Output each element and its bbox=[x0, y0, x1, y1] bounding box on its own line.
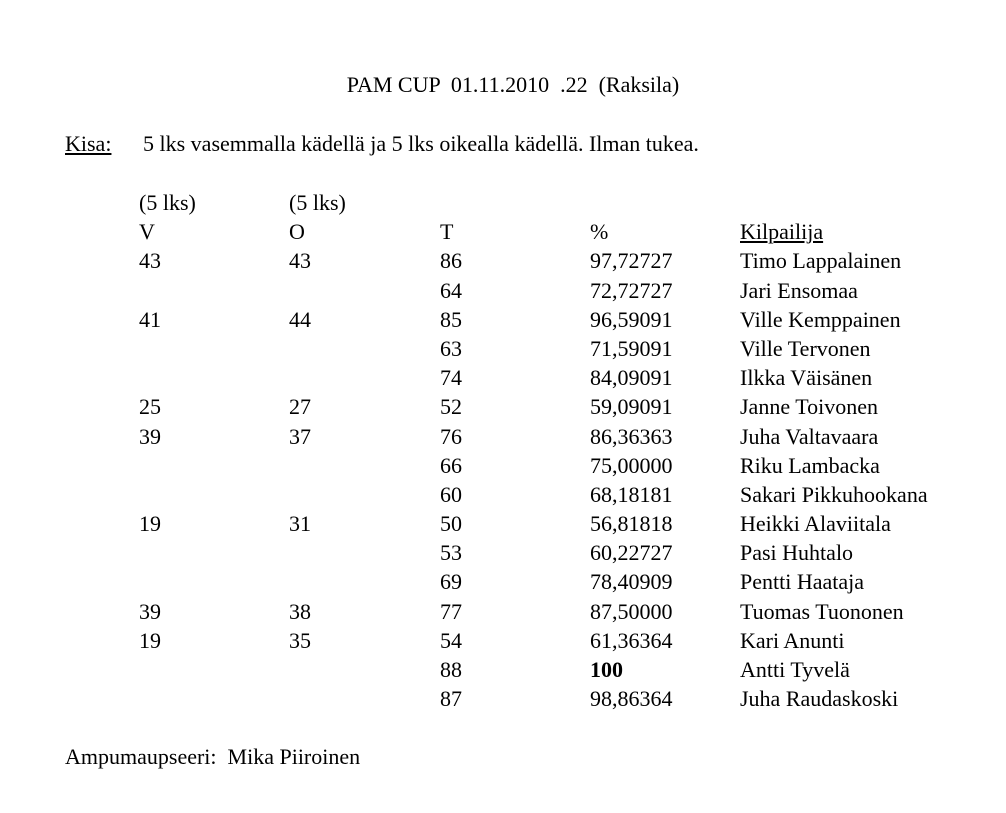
cell-o: 38 bbox=[289, 598, 311, 624]
cell-t: 64 bbox=[440, 277, 462, 303]
cell-t: 54 bbox=[440, 627, 462, 653]
cell-competitor: Ville Kemppainen bbox=[740, 306, 901, 332]
cell-t: 50 bbox=[440, 511, 462, 537]
cell-t: 85 bbox=[440, 306, 462, 332]
cell-percent: 100 bbox=[590, 657, 623, 682]
competition-label: Kisa: bbox=[65, 131, 112, 156]
cell-percent: 68,18181 bbox=[590, 481, 673, 507]
cell-competitor: Sakari Pikkuhookana bbox=[740, 481, 928, 507]
cell-competitor: Antti Tyvelä bbox=[740, 657, 850, 682]
subheader-o: (5 lks) bbox=[289, 190, 346, 215]
officer-label: Ampumaupseeri: bbox=[65, 744, 217, 769]
cell-competitor: Juha Valtavaara bbox=[740, 423, 879, 449]
header-competitor: Kilpailija bbox=[740, 219, 824, 245]
cell-v: 19 bbox=[139, 511, 161, 537]
cell-percent: 56,81818 bbox=[590, 511, 673, 537]
cell-competitor: Janne Toivonen bbox=[740, 394, 878, 420]
cell-v: 43 bbox=[139, 248, 161, 274]
document-title: PAM CUP 01.11.2010 .22 (Raksila) bbox=[346, 72, 680, 97]
cell-v: 41 bbox=[139, 306, 161, 332]
cell-competitor: Tuomas Tuononen bbox=[740, 598, 904, 624]
cell-v: 19 bbox=[139, 627, 161, 653]
competition-text: 5 lks vasemmalla kädellä ja 5 lks oikealla kädellä. Ilman tukea. bbox=[143, 131, 699, 156]
cell-competitor: Juha Raudaskoski bbox=[740, 686, 899, 712]
cell-o: 27 bbox=[289, 394, 311, 420]
cell-competitor: Ville Tervonen bbox=[740, 335, 871, 361]
footer bbox=[65, 743, 360, 771]
header-o: O bbox=[289, 219, 305, 245]
cell-t: 77 bbox=[440, 598, 462, 624]
cell-v: 39 bbox=[139, 598, 161, 624]
cell-percent: 75,00000 bbox=[590, 452, 673, 478]
subheader-v: (5 lks) bbox=[139, 190, 196, 215]
cell-percent: 60,22727 bbox=[590, 540, 673, 566]
cell-o: 35 bbox=[289, 627, 311, 653]
cell-percent: 59,09091 bbox=[590, 394, 673, 420]
officer-name: Mika Piiroinen bbox=[227, 744, 361, 769]
header-t: T bbox=[440, 219, 454, 245]
competition-description bbox=[65, 130, 699, 158]
cell-t: 60 bbox=[440, 481, 462, 507]
cell-o: 37 bbox=[289, 423, 311, 449]
cell-t: 69 bbox=[440, 569, 462, 595]
header-v: V bbox=[139, 219, 155, 245]
cell-competitor: Jari Ensomaa bbox=[740, 277, 858, 303]
cell-t: 66 bbox=[440, 452, 462, 478]
cell-o: 43 bbox=[289, 248, 311, 274]
cell-percent: 84,09091 bbox=[590, 365, 673, 391]
cell-competitor: Pasi Huhtalo bbox=[740, 540, 854, 566]
cell-t: 63 bbox=[440, 335, 462, 361]
cell-t: 52 bbox=[440, 394, 462, 420]
cell-t: 86 bbox=[440, 248, 462, 274]
cell-competitor: Timo Lappalainen bbox=[740, 248, 902, 274]
cell-competitor: Pentti Haataja bbox=[740, 569, 865, 595]
cell-t: 76 bbox=[440, 423, 462, 449]
cell-percent: 87,50000 bbox=[590, 598, 673, 624]
cell-o: 31 bbox=[289, 511, 311, 537]
cell-o: 44 bbox=[289, 306, 311, 332]
cell-percent: 71,59091 bbox=[590, 335, 673, 361]
cell-t: 74 bbox=[440, 365, 462, 391]
cell-competitor: Kari Anunti bbox=[740, 627, 845, 653]
cell-competitor: Ilkka Väisänen bbox=[740, 365, 873, 391]
cell-t: 88 bbox=[440, 657, 462, 682]
cell-t: 53 bbox=[440, 540, 462, 566]
cell-v: 39 bbox=[139, 423, 161, 449]
cell-percent: 86,36363 bbox=[590, 423, 673, 449]
cell-t: 87 bbox=[440, 686, 462, 712]
cell-percent: 97,72727 bbox=[590, 248, 673, 274]
cell-competitor: Heikki Alaviitala bbox=[740, 511, 891, 537]
cell-percent: 61,36364 bbox=[590, 627, 673, 653]
cell-v: 25 bbox=[139, 394, 161, 420]
header-percent: % bbox=[590, 219, 609, 245]
cell-percent: 72,72727 bbox=[590, 277, 673, 303]
cell-percent: 96,59091 bbox=[590, 306, 673, 332]
cell-competitor: Riku Lambacka bbox=[740, 452, 880, 478]
cell-percent: 78,40909 bbox=[590, 569, 673, 595]
cell-percent: 98,86364 bbox=[590, 686, 673, 712]
